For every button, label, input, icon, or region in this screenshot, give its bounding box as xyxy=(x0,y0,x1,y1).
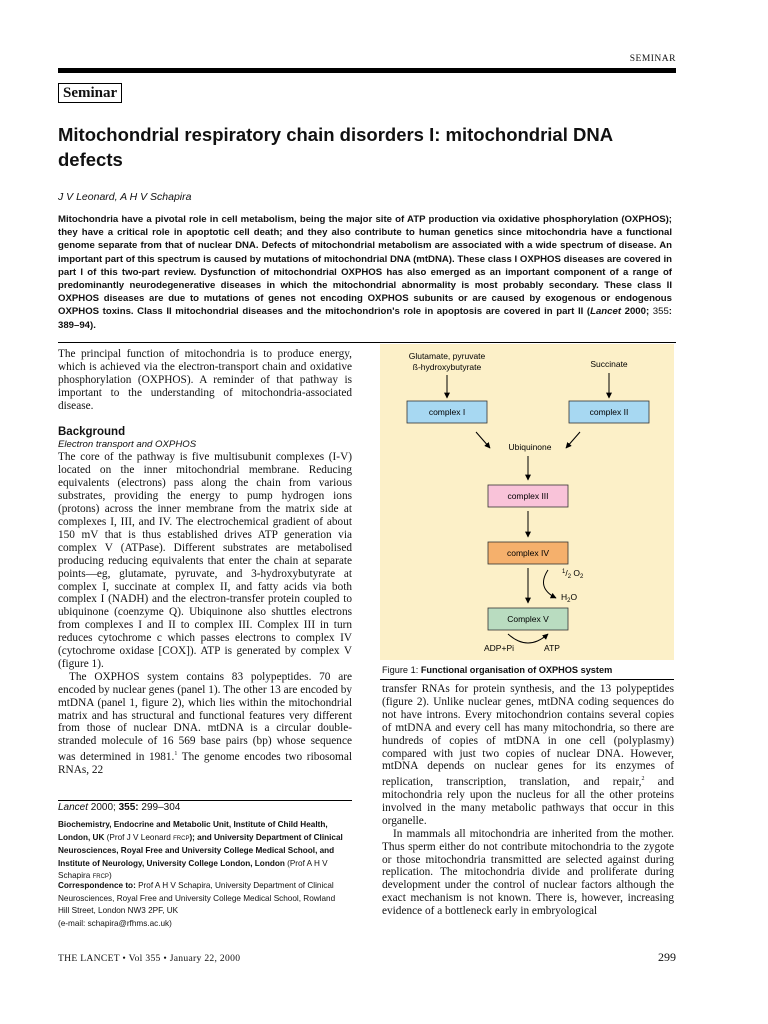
complex-label: complex III xyxy=(507,491,549,501)
para2-text: The OXPHOS system contains 83 polypeptides. 70 are encoded by nuclear genes (panel 1). The other 13 are encoded by mtDNA (panel 1, figure 2), which lies within the mitochondrial matrix and has structural and functional features very different from those of nuclear DNA. mtDNA is a circular double-stranded molecule of 16 569 base pairs (bp) whose sequence was determined in 1981. xyxy=(58,670,353,764)
correspondence-text: Prof A H V Schapira, University Department of Clinical Neurosciences, Royal Free and University College Medical School, Rowland Hill Street, London NW3 2PF, UK xyxy=(58,881,336,916)
intro-paragraph: The principal function of mitochondria is to produce energy, which is achieved via the electron-transport chain and oxidative phosphorylation (OXPHOS). A reminder of that pathway is important to the understanding of mitochondria-associated disease. xyxy=(58,348,352,412)
citation xyxy=(58,802,352,813)
complex-label: complex I xyxy=(428,407,466,417)
oxygen-subscript: 2 xyxy=(580,574,584,580)
author-note-close: ) xyxy=(108,871,112,881)
body-paragraph: In mammals all mitochondria are inherited from the mother. Thus sperm either do not contribute mitochondria to the zygote or those mitochondria transmitted are selected against during replication. The mitochondria divide and proliferate during development under the control of nuclear factors although the exact mechanism is not known. There is, however, increasing evidence of a bottleneck early in embryological xyxy=(382,827,674,918)
complex-label: complex II xyxy=(589,407,629,417)
authors: J V Leonard, A H V Schapira xyxy=(58,191,192,203)
oxygen-denominator: 2 xyxy=(567,574,572,580)
complex-labels xyxy=(429,407,629,624)
footer-journal-info: THE LANCET • Vol 355 • January 22, 2000 xyxy=(58,953,241,964)
email: (e-mail: schapira@rfhms.ac.uk) xyxy=(58,918,172,928)
figure-rule xyxy=(380,679,674,680)
affiliation-1: Biochemistry, Endocrine and Metabolic Unit, Institute of Child Health, London, UK xyxy=(58,820,328,842)
fraction-slash: / xyxy=(565,568,568,578)
adp-label: ADP+Pi xyxy=(484,643,514,653)
arrow xyxy=(476,432,490,448)
body-paragraph xyxy=(58,671,352,777)
substrate-label: ß-hydroxybutyrate xyxy=(412,362,482,372)
abstract-pages: : 389–94). xyxy=(58,306,672,331)
water-h: H xyxy=(561,592,568,602)
top-rule xyxy=(58,68,676,73)
oxygen-symbol: O xyxy=(571,568,581,578)
reference-marker: 1 xyxy=(174,751,178,758)
complex-label: complex IV xyxy=(506,548,550,558)
abstract-text: Mitochondria have a pivotal role in cell metabolism, being the major site of ATP production via oxidative phosphorylation (OXPHOS); they have a critical role in apoptotic cell death; and they also contribute to human genetics since mitochondria have a functional genome separate from that of nuclear DNA. Defects of mitochondrial metabolism are associated with a wide spectrum of disease. An important part of this spectrum is caused by mutations of mitochondrial DNA (mtDNA). These class I OXPHOS diseases are covered in part I of this two-part review. Dysfunction of mitochondrial OXPHOS has also emerged as an important component of a range of predominantly neurodegenerative diseases in which the mitochondrial abnormality is most probably secondary. These class II OXPHOS diseases are due to mutations of genes not encoding OXPHOS subunits or are caused by exogenous or endogenous OXPHOS toxins. Class II mitochondrial diseases and the mitochondrion's role in apoptosis are covered in part II ( xyxy=(58,214,672,318)
abstract-rule xyxy=(58,342,676,343)
affiliation-2: ); and University Department of Clinical Neurosciences, Royal Free and University College Medical School, and Institute of Neurology, University College London, London xyxy=(58,832,343,868)
correspondence xyxy=(58,880,348,930)
ubiquinone-label: Ubiquinone xyxy=(508,442,552,452)
correspondence-label: Correspondence to: xyxy=(58,881,136,890)
oxphos-diagram xyxy=(380,344,674,660)
degree-2: FRCP xyxy=(92,874,109,881)
complex-label: Complex V xyxy=(507,614,549,624)
author-note-2: (Prof A H V Schapira xyxy=(58,858,328,881)
water-label xyxy=(561,592,577,604)
oxygen-arrow xyxy=(544,570,557,598)
abstract-year: 2000; xyxy=(621,306,653,318)
page-number: 299 xyxy=(658,950,676,964)
caption-label: Figure 1: xyxy=(382,665,421,675)
subsection-heading: Electron transport and OXPHOS xyxy=(58,439,197,451)
body-paragraph: The core of the pathway is five multisubunit complexes (I-V) located on the inner mitochondrial membrane. Reducing equivalents (electrons) pass along the chain from various substrates, providing the energy to pump hydrogen ions (protons) across the inner membrane from the matrix side at complexes I, III, and IV. The electrochemical gradient of about 150 mV that is thus established drives ATP generation via complex V (ATPase). Different substrates are metabolised producing reducing equivalents that enter the chain at separate points—eg, glutamate, pyruvate, and 3-hydroxybutyrate at complex I, succinate at complex II, and fatty acids via both complex I (NADH) and the electron-transfer protein coupled to ubiquinone (coenzyme Q). Ubiquinone also shuttles electrons from complexes I and II to complex III. Complex III in turn reduces cytochrome c which passes electrons to complex IV (cytochrome oxidase [COX]). ATP is generated by complex V (figure 1). xyxy=(58,451,352,670)
right-column xyxy=(382,683,674,918)
citation-journal: Lancet xyxy=(58,802,89,813)
running-head: SEMINAR xyxy=(629,54,676,64)
author-note-1: (Prof J V Leonard xyxy=(104,832,174,842)
article-title: Mitochondrial respiratory chain disorders I: mitochondrial DNA defects xyxy=(58,124,613,170)
abstract-volume: 355 xyxy=(652,306,669,318)
arrow xyxy=(566,432,580,448)
citation-year: 2000; xyxy=(88,802,119,813)
para3-text: transfer RNAs for protein synthesis, and the 13 polypeptides (figure 2). Unlike nuclear genes, mtDNA coding sequences do not have introns. Every mitochondrion contains several copies of mtDNA and every cell has many mitochondria, so there are hundreds of copies of mtDNA in one cell (polyplasmy) compared with just two copies of nuclear DNA. However, mtDNA depends on nuclear genes for its enzymes of replication, transcription, translation, and repair, xyxy=(382,683,674,789)
abstract-journal: Lancet xyxy=(590,306,622,318)
abstract xyxy=(58,213,672,332)
section-label: Seminar xyxy=(58,83,122,103)
citation-volume: 355: xyxy=(118,802,139,813)
figure-caption xyxy=(382,665,676,675)
reference-marker: 2 xyxy=(641,776,645,783)
substrate-labels xyxy=(409,351,628,372)
body-paragraph xyxy=(382,683,674,828)
adp-atp-arrow xyxy=(508,634,548,643)
substrate-label: Glutamate, pyruvate xyxy=(408,351,486,361)
atp-label: ATP xyxy=(544,643,560,653)
water-o: O xyxy=(570,592,578,602)
footnote-rule xyxy=(58,800,352,801)
caption-text: Functional organisation of OXPHOS system xyxy=(420,665,613,675)
para2-continuation: The genome encodes two ribosomal RNAs, 22 xyxy=(58,751,352,776)
para3-continuation: and mitochondria rely upon the nucleus for all the other proteins involved in the many metabolic pathways that occur in this organelle. xyxy=(382,776,674,827)
citation-pages: 299–304 xyxy=(138,802,181,813)
oxygen-label xyxy=(562,568,584,580)
left-column xyxy=(58,348,352,777)
figure-1 xyxy=(380,344,674,660)
affiliations xyxy=(58,819,348,884)
oxygen-numerator: 1 xyxy=(562,569,566,575)
section-heading: Background xyxy=(58,425,126,438)
water-subscript: 2 xyxy=(567,598,571,604)
degree-1: FRCP xyxy=(173,835,190,842)
substrate-label: Succinate xyxy=(590,359,628,369)
